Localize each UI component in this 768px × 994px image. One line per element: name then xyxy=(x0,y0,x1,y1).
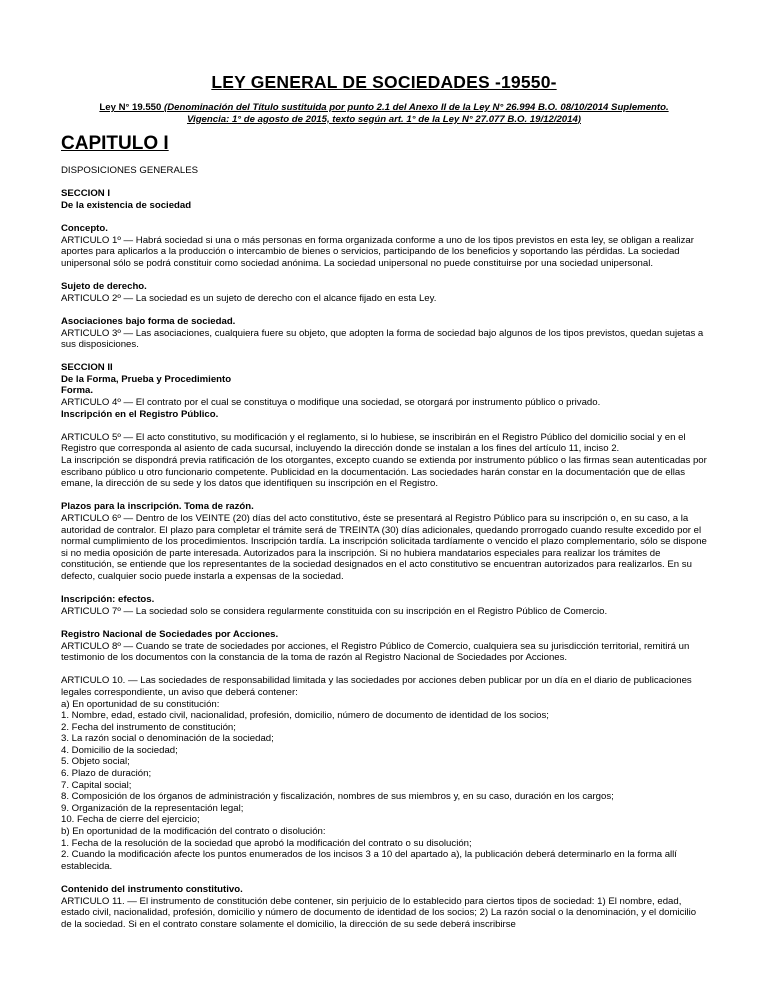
subtitle-note: (Denominación del Título sustituida por punto 2.1 del Anexo II de la Ley N° 26.994 B.O. 08/10/2014 Suplemento. xyxy=(164,102,669,113)
article-7-text: ARTICULO 7º — La sociedad solo se considera regularmente constituida con su inscripción en el Registro Público de Comercio. xyxy=(61,605,608,617)
subtitle-law-number: Ley N° 19.550 xyxy=(99,102,165,113)
list-item: 3. La razón social o denominación de la sociedad; xyxy=(61,733,274,745)
list-item: 6. Plazo de duración; xyxy=(61,768,152,780)
subtitle-note-line2: Vigencia: 1° de agosto de 2015, texto según art. 1° de la Ley N° 27.077 B.O. 19/12/2014) xyxy=(186,113,581,125)
list-item: 4. Domicilio de la sociedad; xyxy=(61,744,178,756)
concepto-heading: Concepto. xyxy=(61,223,108,235)
contenido-heading: Contenido del instrumento constitutivo. xyxy=(61,884,243,895)
document-page xyxy=(61,0,707,930)
efectos-heading: Inscripción: efectos. xyxy=(61,594,155,606)
inscripcion-heading: Inscripción en el Registro Público. xyxy=(61,408,219,420)
article-10-intro: ARTICULO 10. — Las sociedades de responsabilidad limitada y las sociedades por acciones deben publicar por un día en el diario de publicaciones legales correspondiente, un aviso que deberá contener: xyxy=(61,675,692,698)
list-item: 2. Fecha del instrumento de constitución; xyxy=(61,721,236,733)
list-item: 2. Cuando la modificación afecte los puntos enumerados de los incisos 3 a 10 del apartado a), la publicación deberá determinarlo en la forma allí establecida. xyxy=(61,849,677,872)
list-item: 8. Composición de los órganos de administración y fiscalización, nombres de sus miembros y, en su caso, duración en los cargos; xyxy=(61,791,614,803)
list-item: 1. Fecha de la resolución de la sociedad que aprobó la modificación del contrato o su disolución; xyxy=(61,837,472,849)
article-6-text: ARTICULO 6º — Dentro de los VEINTE (20) días del acto constitutivo, éste se presentará al Registro Público para su inscripción o, en su caso, a la autoridad de contralor. El plazo para completar el trámite será de TREINTA (30) días adicionales, quedando prorrogado cuando resulte excedido por el normal cumplimiento de los procedimientos. Inscripción tardía. La inscripción solicitada tardíamente o vencido el plazo complementario, sólo se dispone si no media oposición de parte interesada. Autorizados para la inscripción. Si no hubiera mandatarios especiales para realizar los trámites de constitución, se entiende que los representantes de la sociedad designados en el acto constitutivo se encuentran autorizados para realizarlos. En su defecto, cualquier socio puede instarla a expensas de la sociedad. xyxy=(61,513,707,582)
list-item: 9. Organización de la representación legal; xyxy=(61,802,244,814)
article-11-text: ARTICULO 11. — El instrumento de constitución debe contener, sin perjuicio de lo establecido para ciertos tipos de sociedad: 1) El nombre, edad, estado civil, nacionalidad, profesión, domicilio y número de documento de identidad de los socios; 2) La razón social o la denominación, y el domicilio de la sociedad. Si en el contrato constare solamente el domicilio, la dirección de su sede deberá inscribirse xyxy=(61,895,697,930)
list-item: a) En oportunidad de su constitución: xyxy=(61,698,220,710)
forma-heading: Forma. xyxy=(61,385,93,397)
article-3-text: ARTICULO 3º — Las asociaciones, cualquiera fuere su objeto, que adopten la forma de sociedad bajo algunos de los tipos previstos, quedan sujetas a sus disposiciones. xyxy=(61,327,704,351)
article-4-text: ARTICULO 4º — El contrato por el cual se constituya o modifique una sociedad, se otorgará por instrumento público o privado. xyxy=(61,397,601,409)
asociaciones-heading: Asociaciones bajo forma de sociedad. xyxy=(61,315,236,327)
list-item: 5. Objeto social; xyxy=(61,756,130,768)
section-1-subtitle: De la existencia de sociedad xyxy=(61,199,192,211)
section-2-title: SECCION II xyxy=(61,362,113,374)
article-5-text-2: La inscripción se dispondrá previa ratificación de los otorgantes, excepto cuando se extienda por instrumento público o las firmas sean autenticadas por escribano público u otro funcionario competente. Publicidad en la documentación. Las sociedades harán constar en la documentación que de ellas emane, la dirección de su sede y los datos que identifiquen su inscripción en el Registro. xyxy=(61,455,707,490)
article-2-text: ARTICULO 2º — La sociedad es un sujeto de derecho con el alcance fijado en esta Ley. xyxy=(61,292,437,304)
list-item: b) En oportunidad de la modificación del contrato o disolución: xyxy=(61,826,326,838)
article-5-text: ARTICULO 5º — El acto constitutivo, su modificación y el reglamento, si lo hubiese, se inscribirán en el Registro Público del domicilio social y en el Registro que corresponda al asiento de cada sucursal, incluyendo la dirección donde se instalan a los fines del artículo 11, inciso 2. xyxy=(61,431,686,455)
general-provisions: DISPOSICIONES GENERALES xyxy=(61,165,199,177)
registro-heading: Registro Nacional de Sociedades por Acciones. xyxy=(61,628,279,640)
article-8-text: ARTICULO 8º — Cuando se trate de sociedades por acciones, el Registro Público de Comercio, cualquiera sea su jurisdicción territorial, remitirá un testimonio de los documentos con la constancia de la toma de razón al Registro Nacional de Sociedades por Acciones. xyxy=(61,640,690,664)
list-item: 1. Nombre, edad, estado civil, nacionalidad, profesión, domicilio, número de documento de identidad de los socios; xyxy=(61,710,549,722)
section-2-subtitle: De la Forma, Prueba y Procedimiento xyxy=(61,373,232,385)
document-subtitle xyxy=(61,102,707,125)
plazos-heading: Plazos para la inscripción. Toma de razón. xyxy=(61,501,254,513)
article-1-text: ARTICULO 1º — Habrá sociedad si una o más personas en forma organizada conforme a uno de los tipos previstos en esta ley, se obligan a realizar aportes para aplicarlos a la producción o intercambio de bienes o servicios, participando de los beneficios y soportando las pérdidas. La sociedad unipersonal sólo se podrá constituir como sociedad anónima. La sociedad unipersonal no puede constituirse por una sociedad unipersonal. xyxy=(61,234,694,269)
chapter-heading: CAPITULO I xyxy=(61,133,169,155)
list-item: 7. Capital social; xyxy=(61,779,132,791)
list-item: 10. Fecha de cierre del ejercicio; xyxy=(61,814,200,826)
document-title: LEY GENERAL DE SOCIEDADES -19550- xyxy=(211,72,557,92)
sujeto-heading: Sujeto de derecho. xyxy=(61,281,147,293)
section-1-title: SECCION I xyxy=(61,188,111,200)
